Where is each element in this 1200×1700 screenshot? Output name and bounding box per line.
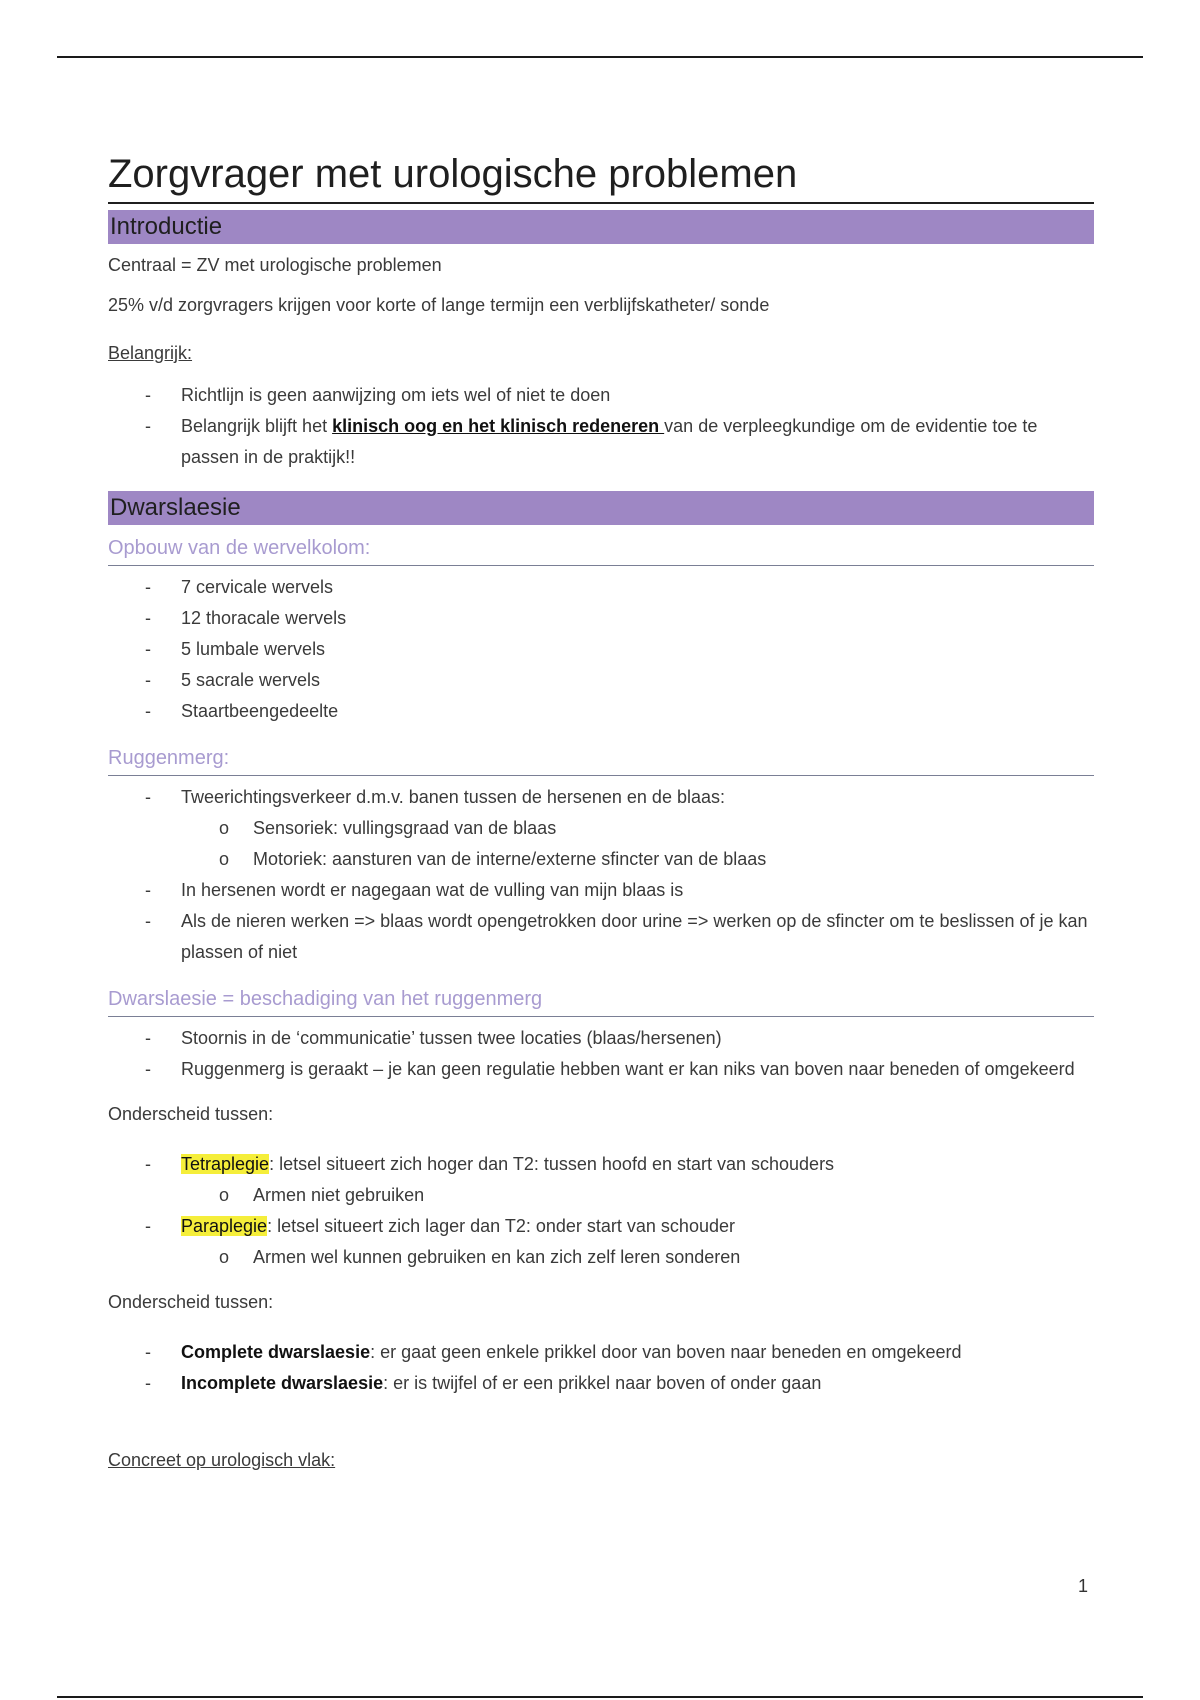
subheading-ruggenmerg: Ruggenmerg:: [108, 743, 1094, 776]
list-item: - 12 thoracale wervels: [108, 603, 1094, 634]
document-title: Zorgvrager met urologische problemen: [108, 148, 1094, 204]
label-onderscheid-2: Onderscheid tussen:: [108, 1292, 274, 1312]
highlight-tetraplegie: Tetraplegie: [181, 1154, 270, 1174]
list-item: - 5 sacrale wervels: [108, 665, 1094, 696]
list-item: - Staartbeengedeelte: [108, 696, 1094, 727]
paragraph-centraal: Centraal = ZV met urologische problemen: [108, 255, 442, 275]
page-number: 1: [1078, 1576, 1089, 1596]
section-heading-introductie: Introductie: [108, 210, 1094, 244]
list-item: - 7 cervicale wervels: [108, 572, 1094, 603]
list-belangrijk: [108, 380, 1094, 473]
list-item-text: Belangrijk blijft het: [181, 416, 333, 436]
list-item: - 5 lumbale wervels: [108, 634, 1094, 665]
subheading-beschadiging: Dwarslaesie = beschadiging van het ruggenmerg: [108, 984, 1094, 1017]
document-body: [108, 148, 1094, 1495]
sublist-paraplegie: [181, 1242, 1094, 1273]
list-onderscheid-dwarslaesie: [108, 1337, 1094, 1399]
list-item: - Richtlijn is geen aanwijzing om iets wel of niet te doen: [108, 380, 1094, 411]
sublist-item: o Motoriek: aansturen van de interne/externe sfincter van de blaas: [181, 844, 1094, 875]
list-item-text: Tweerichtingsverkeer d.m.v. banen tussen de hersenen en de blaas:: [181, 787, 725, 807]
sublist-item: o Sensoriek: vullingsgraad van de blaas: [181, 813, 1094, 844]
list-wervels: [108, 572, 1094, 727]
label-onderscheid-1: Onderscheid tussen:: [108, 1104, 274, 1124]
list-item: - In hersenen wordt er nagegaan wat de vulling van mijn blaas is: [108, 875, 1094, 906]
paragraph-percentage: 25% v/d zorgvragers krijgen voor korte of lange termijn een verblijfskatheter/ sonde: [108, 295, 770, 315]
sublist-ruggenmerg: [181, 813, 1094, 875]
page-bottom-rule: [57, 1696, 1143, 1698]
sublist-item: o Armen wel kunnen gebruiken en kan zich zelf leren sonderen: [181, 1242, 1094, 1273]
list-item: - Ruggenmerg is geraakt – je kan geen regulatie hebben want er kan niks van boven naar beneden of omgekeerd: [108, 1054, 1094, 1085]
list-item: [108, 411, 1094, 473]
list-item: [108, 1149, 1094, 1211]
label-concreet: Concreet op urologisch vlak:: [108, 1450, 336, 1470]
list-item-text: van de verpleegkundige om de evidentie toe te passen in de praktijk!!: [181, 416, 1038, 467]
list-item: - Als de nieren werken => blaas wordt opengetrokken door urine => werken op de sfincter om te beslissen of je kan plassen of niet: [108, 906, 1094, 968]
list-item: [108, 782, 1094, 875]
list-item: [108, 1368, 1094, 1399]
highlight-paraplegie: Paraplegie: [181, 1216, 268, 1236]
list-item-text: : er gaat geen enkele prikkel door van boven naar beneden en omgekeerd: [370, 1342, 962, 1362]
list-ruggenmerg: [108, 782, 1094, 968]
term-complete: Complete dwarslaesie: [181, 1342, 371, 1362]
subheading-opbouw: Opbouw van de wervelkolom:: [108, 533, 1094, 566]
label-belangrijk: Belangrijk:: [108, 343, 193, 363]
list-item-text: : er is twijfel of er een prikkel naar boven of onder gaan: [383, 1373, 822, 1393]
list-item: [108, 1337, 1094, 1368]
section-heading-dwarslaesie: Dwarslaesie: [108, 491, 1094, 525]
term-incomplete: Incomplete dwarslaesie: [181, 1373, 384, 1393]
list-item-text: : letsel situeert zich lager dan T2: onder start van schouder: [267, 1216, 735, 1236]
list-item: [108, 1211, 1094, 1273]
page-top-rule: [57, 56, 1143, 58]
emphasis-klinisch-oog: klinisch oog en het klinisch redeneren: [332, 416, 665, 436]
sublist-item: o Armen niet gebruiken: [181, 1180, 1094, 1211]
list-beschadiging: [108, 1023, 1094, 1085]
list-item: - Stoornis in de ‘communicatie’ tussen twee locaties (blaas/hersenen): [108, 1023, 1094, 1054]
list-onderscheid-plegie: [108, 1149, 1094, 1273]
list-item-text: : letsel situeert zich hoger dan T2: tussen hoofd en start van schouders: [269, 1154, 835, 1174]
sublist-tetraplegie: [181, 1180, 1094, 1211]
